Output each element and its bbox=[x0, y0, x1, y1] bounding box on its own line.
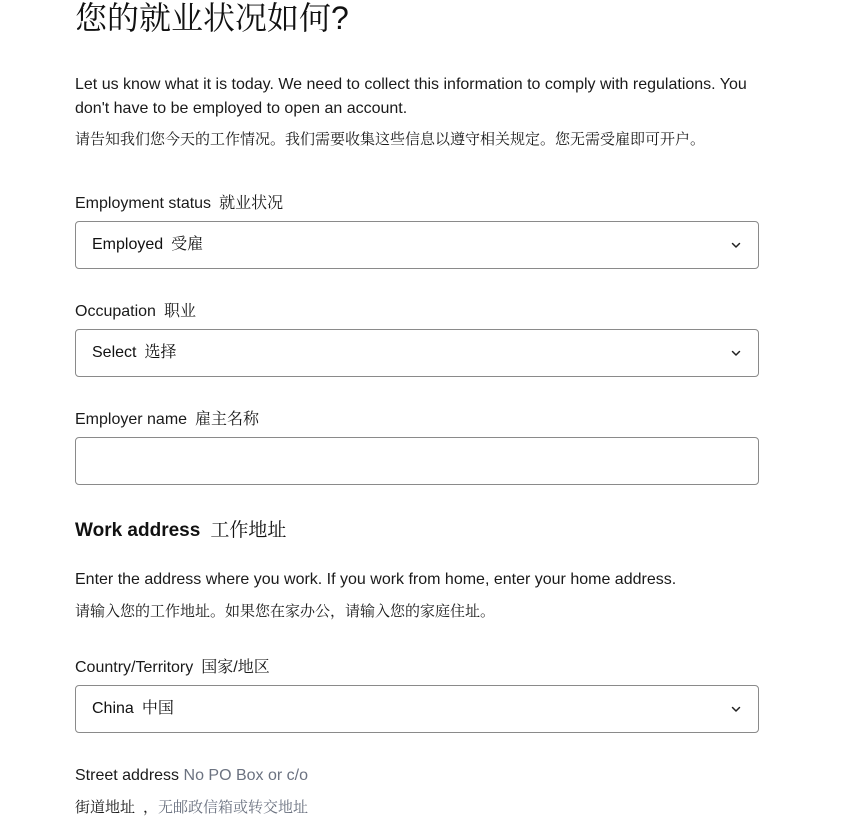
work-address-desc-en: Enter the address where you work. If you work from home, enter your home address. bbox=[75, 571, 677, 588]
work-address-title bbox=[75, 518, 286, 544]
intro-text-zh: 请告知我们您今天的工作情况。我们需要收集这些信息以遵守相关规定。您无需受雇即可开户。 bbox=[75, 131, 706, 148]
country-label-en: Country/Territory bbox=[75, 659, 194, 676]
employment-status-label-en: Employment status bbox=[75, 195, 212, 212]
work-address-desc-zh: 请输入您的工作地址。如果您在家办公，请输入您的家庭住址。 bbox=[75, 603, 496, 620]
country-select[interactable] bbox=[75, 685, 759, 733]
street-address-label bbox=[75, 765, 308, 787]
chevron-down-icon bbox=[730, 347, 742, 359]
page-title: 您的就业状况如何? bbox=[75, 0, 349, 36]
street-address-hint-en: No PO Box or c/o bbox=[183, 767, 309, 784]
employment-status-value-en: Employed bbox=[92, 236, 164, 253]
employer-name-label-en: Employer name bbox=[75, 411, 188, 428]
street-address-separator: ， bbox=[143, 799, 159, 816]
street-address-label-zh: 街道地址 bbox=[75, 799, 136, 816]
country-value-en: China bbox=[92, 700, 134, 717]
intro-text-en: Let us know what it is today. We need to collect this information to comply with regulations. You don't have to be employed to open an account. bbox=[75, 76, 747, 117]
country-label bbox=[75, 657, 270, 679]
street-address-hint-zh: 无邮政信箱或转交地址 bbox=[158, 799, 309, 816]
occupation-value-zh: 选择 bbox=[144, 344, 177, 361]
country-value-zh: 中国 bbox=[141, 700, 174, 717]
work-address-title-en: Work address bbox=[75, 520, 201, 541]
occupation-select[interactable] bbox=[75, 329, 759, 377]
street-address-label-en: Street address bbox=[75, 767, 180, 784]
employment-status-value-zh: 受雇 bbox=[171, 236, 204, 253]
employment-status-label-zh: 就业状况 bbox=[219, 195, 284, 212]
occupation-value-en: Select bbox=[92, 344, 137, 361]
employer-name-input[interactable] bbox=[75, 437, 759, 485]
chevron-down-icon bbox=[730, 703, 742, 715]
country-value bbox=[92, 698, 174, 720]
employment-status-select[interactable] bbox=[75, 221, 759, 269]
chevron-down-icon bbox=[730, 239, 742, 251]
occupation-label-en: Occupation bbox=[75, 303, 156, 320]
employer-name-label-zh: 雇主名称 bbox=[195, 411, 260, 428]
occupation-label bbox=[75, 301, 196, 323]
employment-status-label bbox=[75, 193, 283, 215]
work-address-title-zh: 工作地址 bbox=[210, 520, 287, 541]
street-address-label-zh-line bbox=[75, 797, 308, 819]
employment-status-value bbox=[92, 234, 203, 256]
employer-name-label bbox=[75, 409, 259, 431]
occupation-value bbox=[92, 342, 176, 364]
country-label-zh: 国家/地区 bbox=[201, 659, 270, 676]
occupation-label-zh: 职业 bbox=[163, 303, 196, 320]
